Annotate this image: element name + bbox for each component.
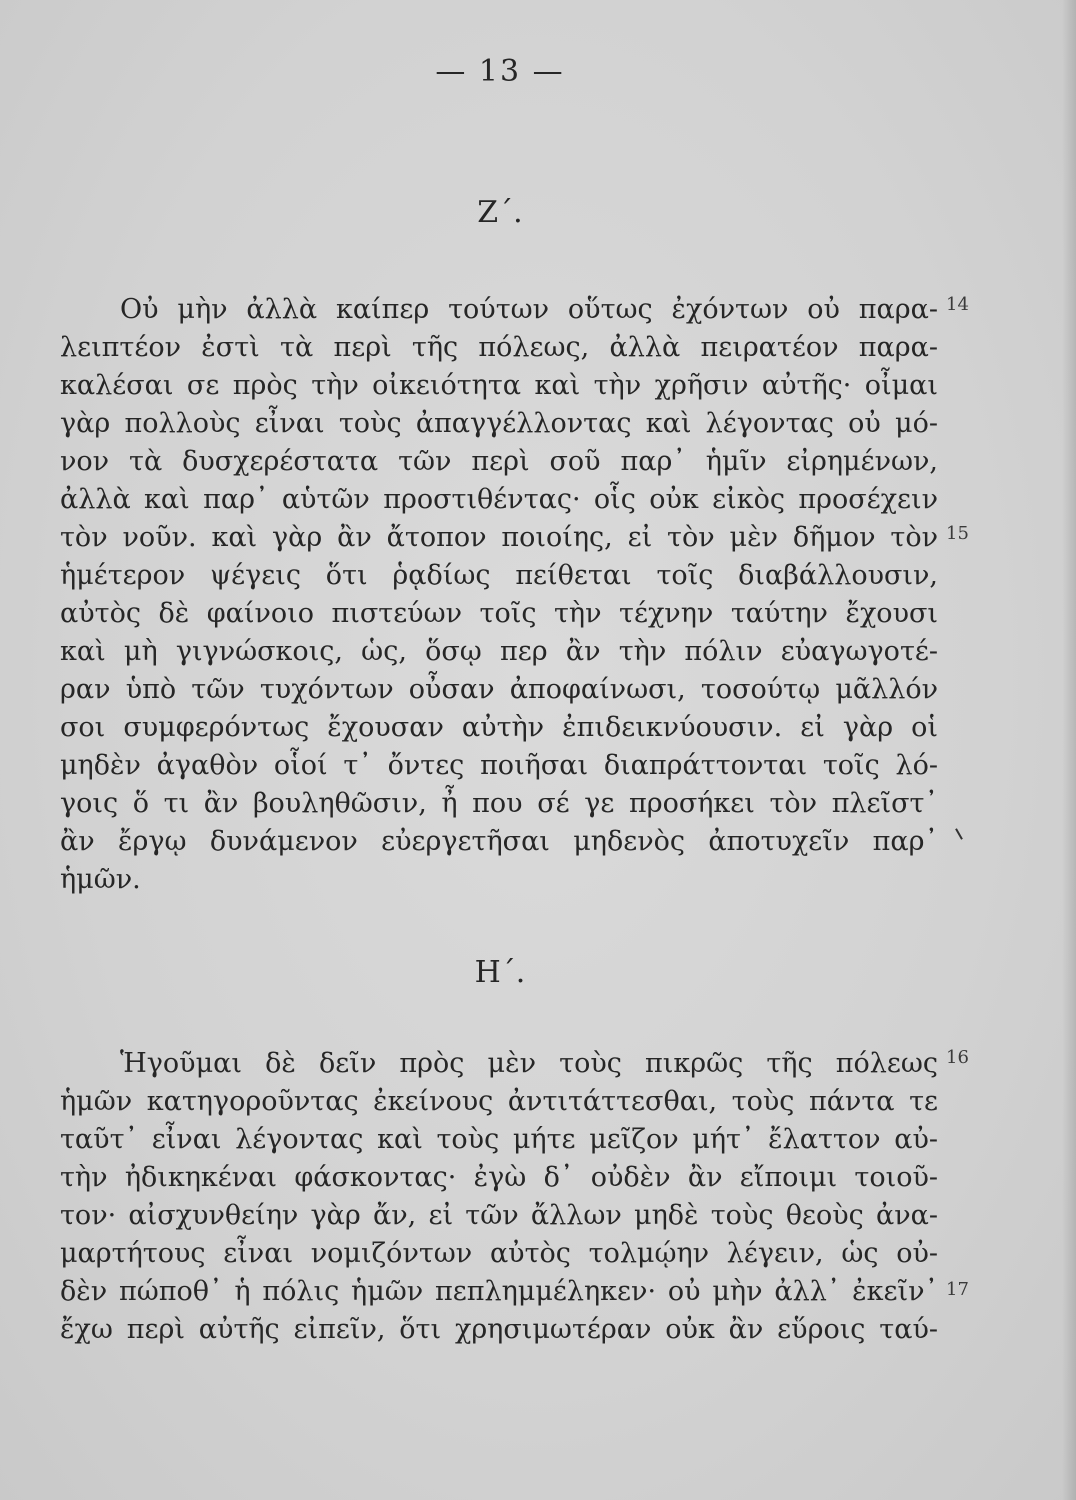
margin-section-number: 17: [946, 1279, 969, 1300]
text-line: ἔχω περὶ αὐτῆς εἰπεῖν, ὅτι χρησιμωτέραν οὐκ ἂν εὕροις ταύ-: [60, 1314, 938, 1345]
text-line: λειπτέον ἐστὶ τὰ περὶ τῆς πόλεως, ἀλλὰ πειρατέον παρα-: [60, 332, 938, 363]
text-line: νον τὰ δυσχερέστατα τῶν περὶ σοῦ παρ᾽ ἡμῖν εἰρημένων,: [60, 446, 938, 477]
text-line: τὴν ἠδικηκέναι φάσκοντας· ἐγὼ δ᾽ οὐδὲν ἂν εἴποιμι τοιοῦ-: [60, 1162, 938, 1193]
text-line: ἡμῶν.: [60, 864, 141, 895]
stray-ink-mark: [955, 828, 963, 839]
text-line: γοις ὅ τι ἂν βουληθῶσιν, ἦ που σέ γε προσήκει τὸν πλεῖστ᾽: [60, 788, 938, 819]
text-line: ἡμέτερον ψέγεις ὅτι ῥᾳδίως πείθεται τοῖς διαβάλλουσιν,: [60, 560, 938, 591]
text-line: σοι συμφερόντως ἔχουσαν αὐτὴν ἐπιδεικνύουσιν. εἰ γὰρ οἱ: [60, 712, 938, 743]
text-line: Οὐ μὴν ἀλλὰ καίπερ τούτων οὕτως ἐχόντων οὐ παρα-: [120, 294, 938, 325]
section-heading-z: Ζ΄.: [477, 195, 523, 230]
text-line: τον· αἰσχυνθείην γὰρ ἄν, εἰ τῶν ἄλλων μηδὲ τοὺς θεοὺς ἀνα-: [60, 1200, 938, 1231]
text-line: ἀλλὰ καὶ παρ᾽ αὑτῶν προστιθέντας· οἷς οὐκ εἰκὸς προσέχειν: [60, 484, 938, 515]
text-line: αὐτὸς δὲ φαίνοιο πιστεύων τοῖς τὴν τέχνην ταύτην ἔχουσι: [60, 598, 938, 629]
text-line: μηδὲν ἀγαθὸν οἷοί τ᾽ ὄντες ποιῆσαι διαπράττονται τοῖς λό-: [60, 750, 938, 781]
text-line: ταῦτ᾽ εἶναι λέγοντας καὶ τοὺς μήτε μεῖζον μήτ᾽ ἔλαττον αὐ-: [60, 1124, 938, 1155]
text-line: ἡμῶν κατηγοροῦντας ἐκείνους ἀντιτάττεσθαι, τοὺς πάντα τε: [60, 1086, 938, 1117]
text-line: καλέσαι σε πρὸς τὴν οἰκειότητα καὶ τὴν χρῆσιν αὐτῆς· οἶμαι: [60, 370, 938, 401]
text-line: ἂν ἔργῳ δυνάμενον εὐεργετῆσαι μηδενὸς ἀποτυχεῖν παρ᾽: [60, 826, 938, 857]
text-line: ραν ὑπὸ τῶν τυχόντων οὖσαν ἀποφαίνωσι, τοσούτῳ μᾶλλόν: [60, 674, 938, 705]
margin-section-number: 14: [946, 294, 969, 315]
text-line: γὰρ πολλοὺς εἶναι τοὺς ἀπαγγέλλοντας καὶ λέγοντας οὐ μό-: [60, 408, 938, 439]
section-heading-h: Η΄.: [474, 955, 526, 990]
text-line: Ἡγοῦμαι δὲ δεῖν πρὸς μὲν τοὺς πικρῶς τῆς πόλεως: [120, 1048, 938, 1079]
text-line: καὶ μὴ γιγνώσκοις, ὡς, ὅσῳ περ ἂν τὴν πόλιν εὐαγωγοτέ-: [60, 636, 938, 667]
text-line: δὲν πώποθ᾽ ἡ πόλις ἡμῶν πεπλημμέληκεν· οὐ μὴν ἀλλ᾽ ἐκεῖν᾽: [60, 1276, 938, 1307]
page-number: — 13 —: [435, 54, 565, 89]
text-line: μαρτήτους εἶναι νομιζόντων αὐτὸς τολμῴην λέγειν, ὡς οὐ-: [60, 1238, 938, 1269]
margin-section-number: 15: [946, 523, 969, 544]
margin-section-number: 16: [946, 1047, 969, 1068]
page-edge-shadow: [1062, 0, 1076, 1500]
text-line: τὸν νοῦν. καὶ γὰρ ἂν ἄτοπον ποιοίης, εἰ τὸν μὲν δῆμον τὸν: [60, 522, 938, 553]
